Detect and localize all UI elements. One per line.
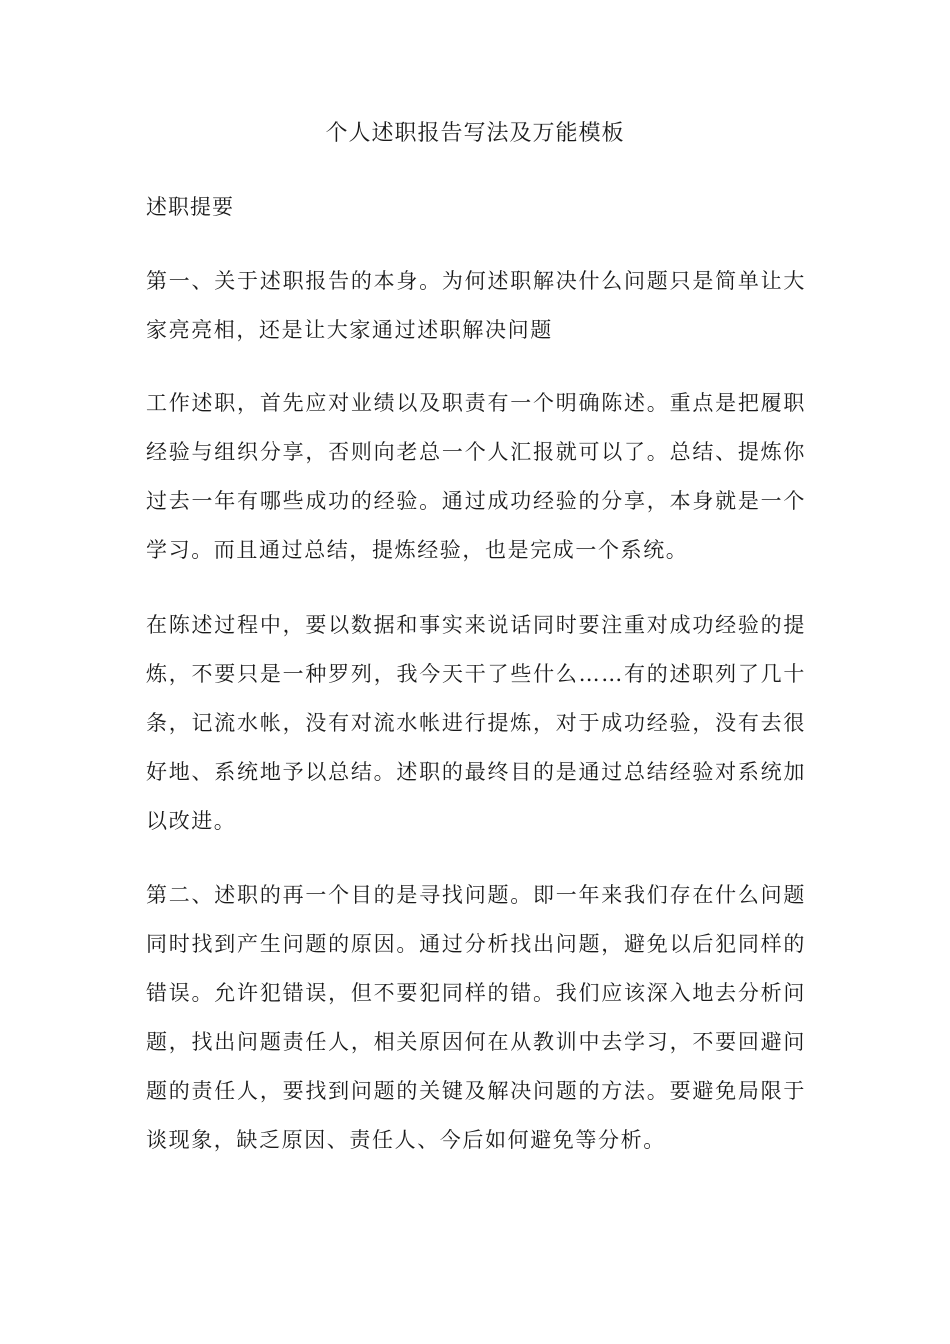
document-title: 个人述职报告写法及万能模板 [325,121,625,146]
paragraph-2: 工作述职，首先应对业绩以及职责有一个明确陈述。重点是把履职经验与组织分享，否则向老总一个人汇报就可以了。总结、提炼你过去一年有哪些成功的经验。通过成功经验的分享，本身就是一个学习。而且通过总结，提炼经验，也是完成一个系统。 [146,391,806,562]
section-heading: 述职提要 [146,195,234,219]
paragraph-1: 第一、关于述职报告的本身。为何述职解决什么问题只是简单让大家亮亮相，还是让大家通过述职解决问题 [146,269,806,342]
paragraph-3: 在陈述过程中，要以数据和事实来说话同时要注重对成功经验的提炼，不要只是一种罗列，我今天干了些什么……有的述职列了几十条，记流水帐，没有对流水帐进行提炼，对于成功经验，没有去很好地、系统地予以总结。述职的最终目的是通过总结经验对系统加以改进。 [146,613,806,833]
paragraph-4: 第二、述职的再一个目的是寻找问题。即一年来我们存在什么问题同时找到产生问题的原因。通过分析找出问题，避免以后犯同样的错误。允许犯错误，但不要犯同样的错。我们应该深入地去分析问题，找出问题责任人，相关原因何在从教训中去学习，不要回避问题的责任人，要找到问题的关键及解决问题的方法。要避免局限于谈现象，缺乏原因、责任人、今后如何避免等分析。 [146,883,806,1152]
